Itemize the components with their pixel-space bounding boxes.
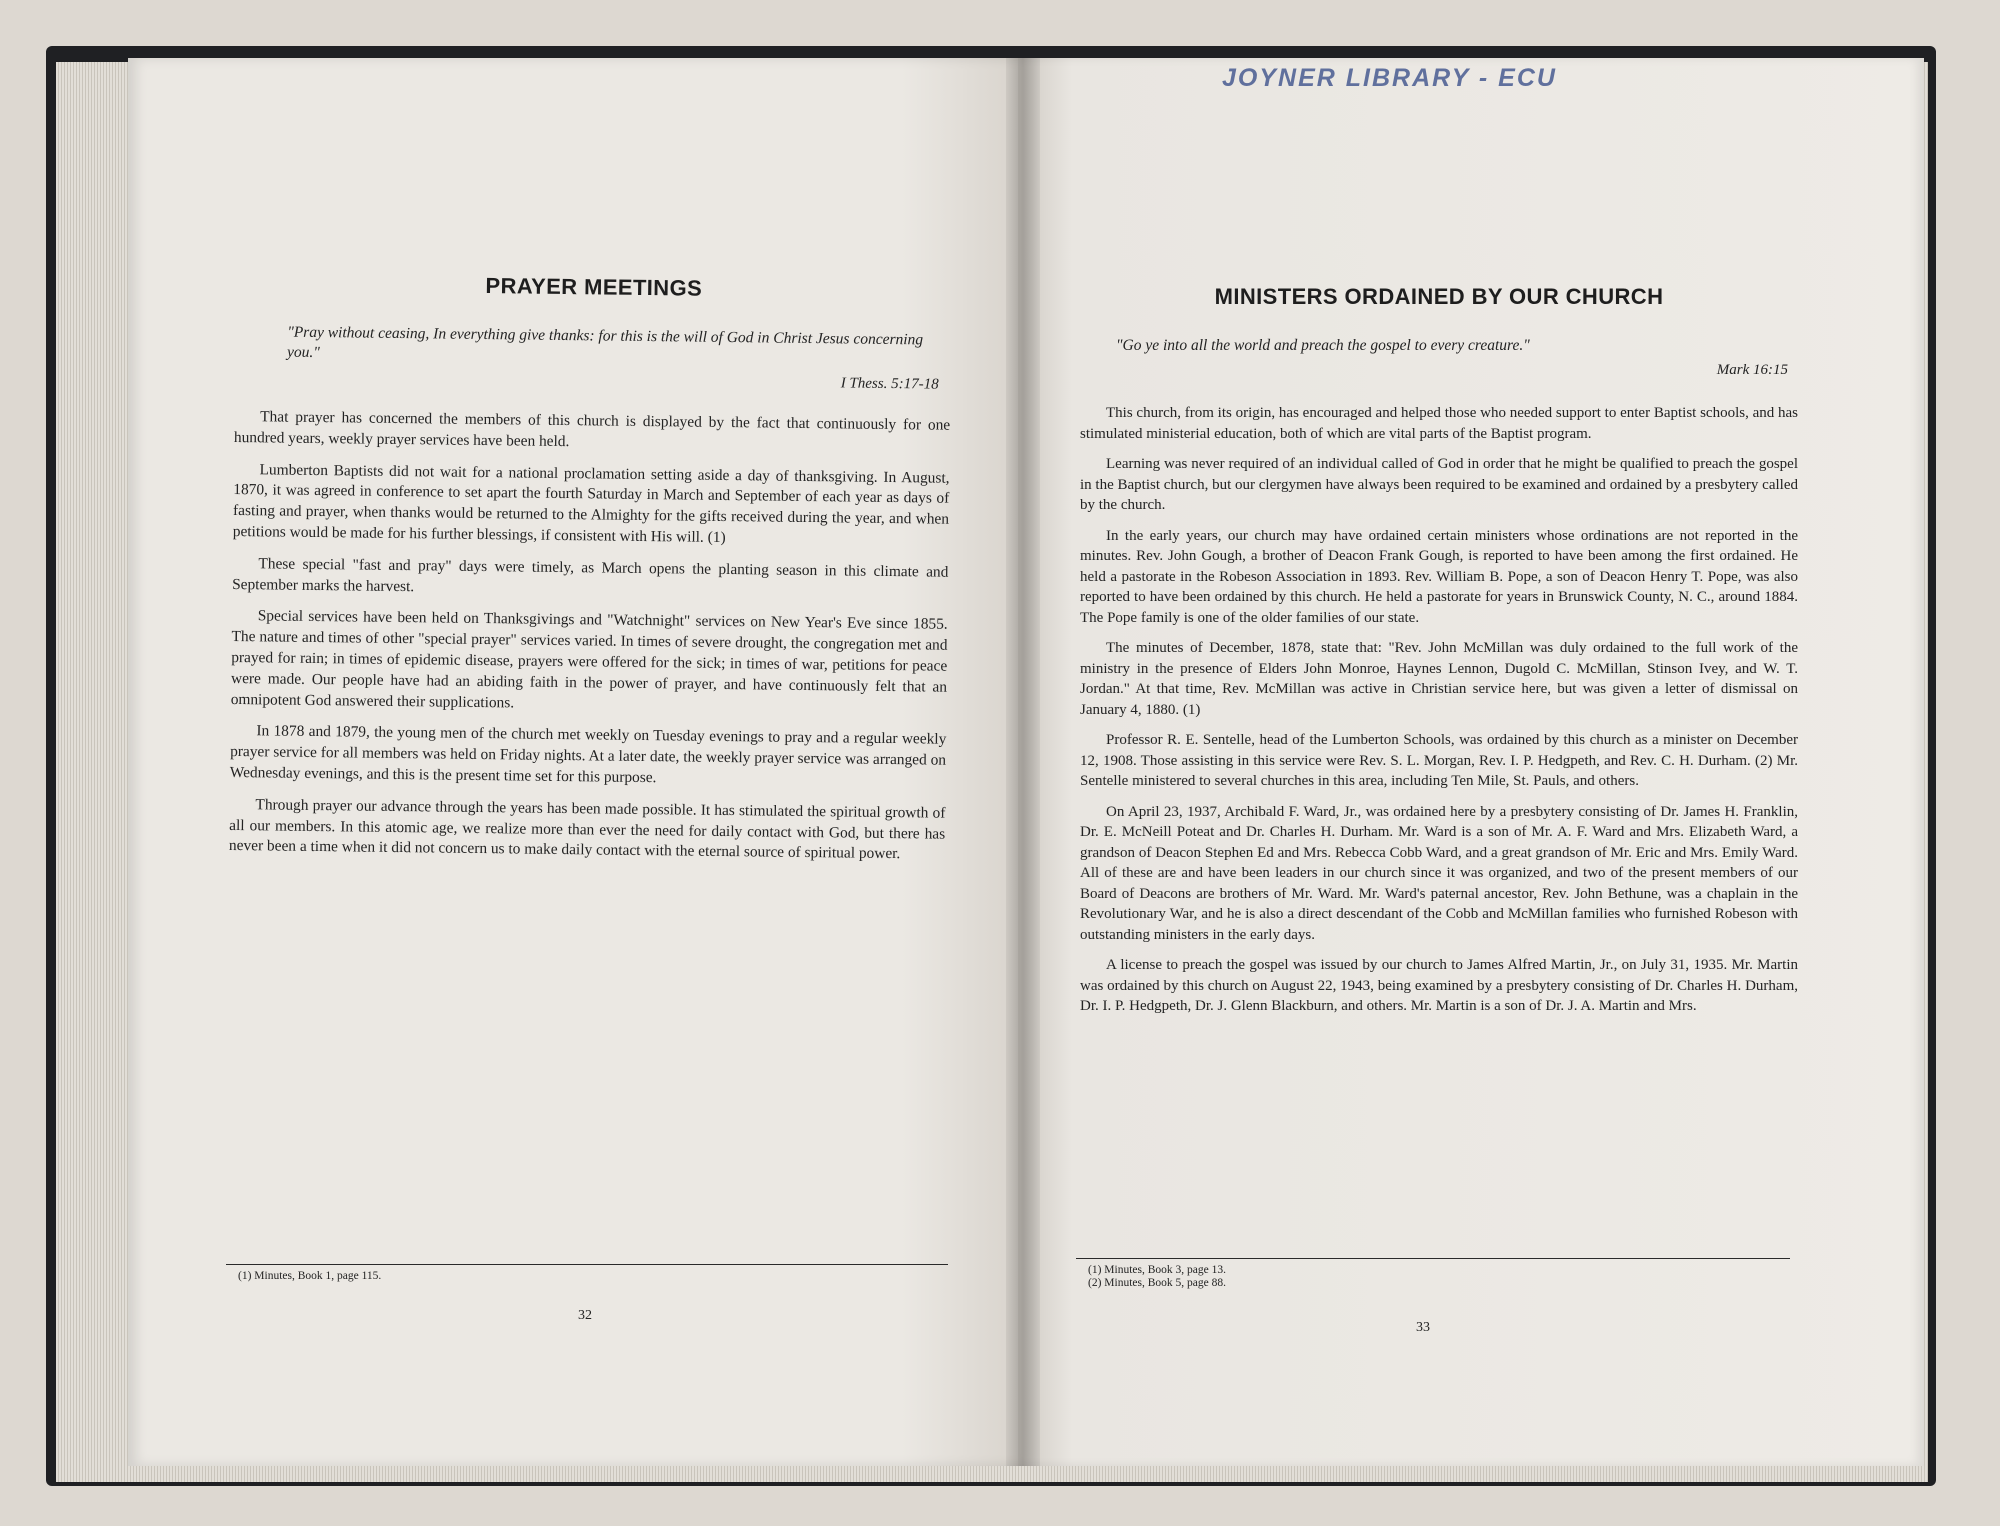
paragraph: A license to preach the gospel was issued by our church to James Alfred Martin, Jr., on July 31, 1935. Mr. Martin was ordained by this church on August 22, 1943, being examined by a presbytery consisting of Dr. Charles H. Durham, Dr. I. P. Hedgpeth, Dr. J. Glenn Blackburn, and others. Mr. Martin is a son of Dr. J. A. Martin and Mrs. [1080, 957, 1798, 1014]
paragraph: Professor R. E. Sentelle, head of the Lumberton Schools, was ordained by this church as a minister on December 12, 1908. Those assisting in this service were Rev. S. L. Morgan, Rev. I. P. Hedgpeth, and Rev. C. H. Durham. (2) Mr. Sentelle ministered to several churches in this area, including Ten Mile, St. Pauls, and others. [1080, 732, 1798, 789]
page-title: MINISTERS ORDAINED BY OUR CHURCH [1214, 284, 1664, 309]
paragraph: That prayer has concerned the members of this church is displayed by the fact that continuously for one hundred years, weekly prayer services have been held. [233, 408, 951, 450]
right-page-content [1080, 284, 1798, 1027]
paragraph: This church, from its origin, has encouraged and helped those who needed support to enter Baptist schools, and has stimulated ministerial education, both of which are vital parts of the Baptist program. [1080, 405, 1798, 442]
paragraph: In the early years, our church may have ordained certain ministers whose ordinations are not reported in the minutes. Rev. John Gough, a brother of Deacon Frank Gough, is reported to have been among the first ordained. He held a pastorate in the Robeson Association in 1893. Rev. William B. Pope, a son of Deacon Henry T. Pope, was also reported to have been ordained by this church. He held a pastorate for years in Brunswick County, N. C., around 1884. The Pope family is one of the older families of our state. [1080, 527, 1798, 626]
footnote: (2) Minutes, Book 5, page 88. [1088, 1277, 1226, 1289]
footnotes [1088, 1264, 1226, 1290]
paragraph: Special services have been held on Thanksgivings and "Watchnight" services on New Year's Eve since 1855. The nature and times of other "special prayer" services varied. In times of severe drought, the congregation met and prayed for rain; in times of epidemic disease, prayers were offered for the sick; in times of war, petitions for peace were made. Our people have had an abiding faith in the power of prayer, and have continuously felt that an omnipotent God answered their supplications. [230, 607, 948, 711]
book-gutter [1006, 58, 1040, 1466]
page-title: PRAYER MEETINGS [485, 273, 703, 301]
footnote: (1) Minutes, Book 3, page 13. [1088, 1264, 1226, 1276]
footnote-divider [226, 1264, 948, 1265]
left-page [128, 58, 1028, 1466]
footnotes [238, 1270, 381, 1283]
footnote: (1) Minutes, Book 1, page 115. [238, 1270, 382, 1282]
right-page [1018, 58, 1924, 1466]
library-stamp: JOYNER LIBRARY - ECU [1222, 64, 1557, 92]
epigraph: "Pray without ceasing, In everything give thanks: for this is the will of God in Christ Jesus concerning you." [286, 323, 924, 362]
paragraph: In 1878 and 1879, the young men of the church met weekly on Tuesday evenings to pray and a regular weekly prayer service for all members was held on Friday nights. At a later date, the weekly prayer service was arranged on Wednesday evenings, and this is the present time set for this purpose. [229, 722, 947, 787]
paragraph: These special "fast and pray" days were timely, as March opens the planting season in this climate and September marks the harvest. [232, 555, 949, 595]
left-page-content [229, 270, 952, 877]
page-number: 33 [1416, 1320, 1430, 1335]
footnote-divider [1076, 1258, 1790, 1259]
paragraph: On April 23, 1937, Archibald F. Ward, Jr., was ordained here by a presbytery consisting of Dr. James H. Franklin, Dr. E. McNeill Poteat and Dr. Charles H. Durham. Mr. Ward is a son of Mr. A. F. Ward and Mrs. Elizabeth Ward, a grandson of Deacon Stephen Ed and Mrs. Rebecca Cobb Ward, and a great grandson of Mr. Eric and Mrs. Emily Ward. All of these are and have been leaders in our church since it was organized, and two of the present members of our Board of Deacons are brothers of Mr. Ward. Mr. Ward's paternal ancestor, Rev. John Bethune, was a chaplain in the Revolutionary War, and he is also a direct descendant of the Cobb and McMillan families who furnished Robeson with outstanding ministers in the early days. [1080, 803, 1798, 943]
paragraph: The minutes of December, 1878, state that: "Rev. John McMillan was duly ordained to the full work of the ministry in the presence of Elders John Monroe, Haynes Lennon, Dugold C. McMillan, Stinson Ivey, and W. T. Jordan." At that time, Rev. McMillan was active in Christian service here, but was given a letter of dismissal on January 4, 1880. (1) [1080, 640, 1798, 718]
paragraph: Through prayer our advance through the years has been made possible. It has stimulated the spiritual growth of all our members. In this atomic age, we realize more than ever the need for daily contact with God, but there has never been a time when it did not concern us to make daily contact with the eternal source of spiritual power. [228, 796, 946, 863]
page-number: 32 [578, 1308, 592, 1323]
epigraph-reference: Mark 16:15 [1716, 362, 1788, 378]
epigraph: "Go ye into all the world and preach the gospel to every creature." [1116, 337, 1530, 354]
paragraph: Learning was never required of an individual called of God in order that he might be qualified to preach the gospel in the Baptist church, but our clergymen have always been required to be examined and ordained by a presbytery called by the church. [1080, 456, 1798, 513]
paragraph: Lumberton Baptists did not wait for a national proclamation setting aside a day of thanksgiving. In August, 1870, it was agreed in conference to set apart the fourth Saturday in March and September of each year as days of fasting and prayer, when thanks would be returned to the Almighty for the gifts received during the year, and when petitions would be made for his further blessings, if consistent with His will. (1) [232, 460, 950, 546]
epigraph-reference: I Thess. 5:17-18 [840, 375, 939, 393]
